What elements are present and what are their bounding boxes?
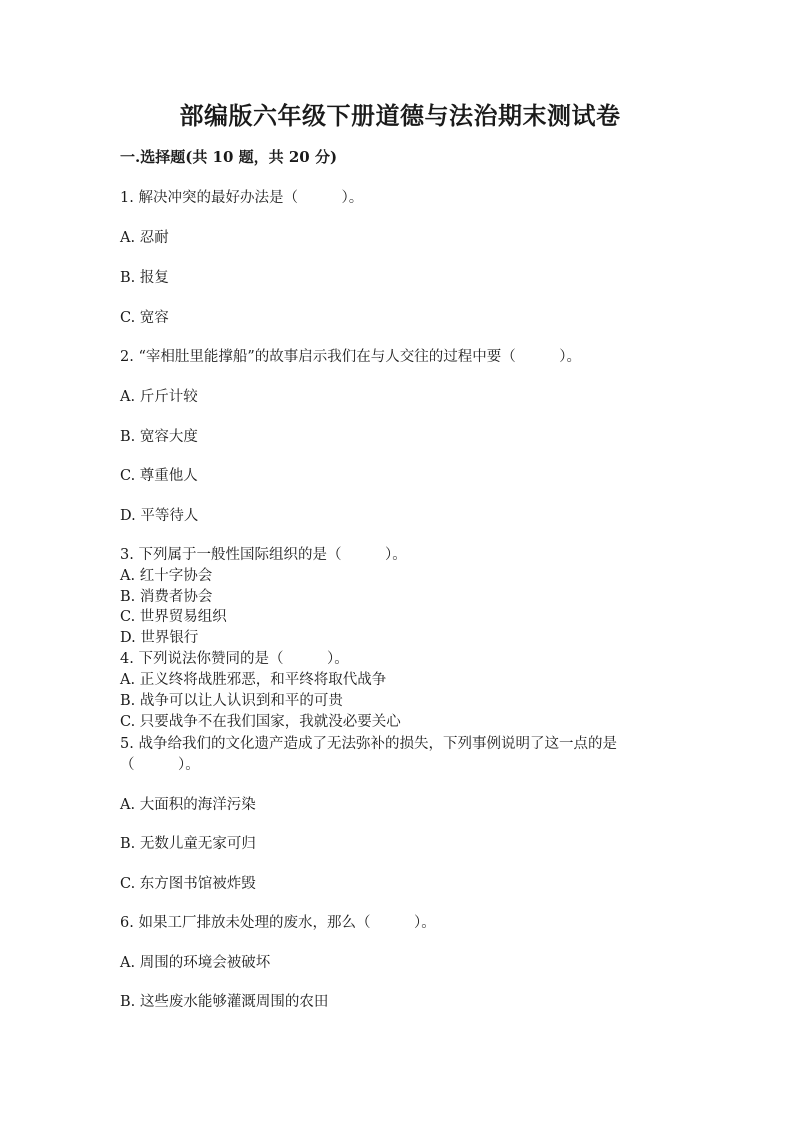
option-4a: A. 正义终将战胜邪恶，和平终将取代战争 bbox=[120, 672, 387, 688]
option-2b: B. 宽容大度 bbox=[120, 429, 198, 445]
question-5-continued: （ ）。 bbox=[120, 757, 200, 773]
option-3d: D. 世界银行 bbox=[120, 630, 199, 646]
question-4: 4. 下列说法你赞同的是（ ）。 bbox=[120, 651, 349, 667]
option-4b: B. 战争可以让人认识到和平的可贵 bbox=[120, 693, 343, 709]
option-2a: A. 斤斤计较 bbox=[120, 389, 198, 405]
section-heading: 一.选择题(共 10 题，共 20 分) bbox=[120, 148, 338, 166]
question-2: 2. “宰相肚里能撑船”的故事启示我们在与人交往的过程中要（ ）。 bbox=[120, 349, 582, 365]
option-1c: C. 宽容 bbox=[120, 310, 169, 326]
page-title: 部编版六年级下册道德与法治期末测试卷 bbox=[179, 101, 621, 130]
option-5b: B. 无数儿童无家可归 bbox=[120, 836, 256, 852]
option-5a: A. 大面积的海洋污染 bbox=[120, 797, 256, 813]
question-3: 3. 下列属于一般性国际组织的是（ ）。 bbox=[120, 547, 407, 563]
option-2d: D. 平等待人 bbox=[120, 508, 199, 524]
option-6a: A. 周围的环境会被破坏 bbox=[120, 955, 271, 971]
question-6: 6. 如果工厂排放未处理的废水，那么（ ）。 bbox=[120, 915, 436, 931]
option-5c: C. 东方图书馆被炸毁 bbox=[120, 876, 256, 892]
option-1a: A. 忍耐 bbox=[120, 230, 169, 246]
option-3c: C. 世界贸易组织 bbox=[120, 609, 227, 625]
option-6b: B. 这些废水能够灌溉周围的农田 bbox=[120, 994, 329, 1010]
option-2c: C. 尊重他人 bbox=[120, 468, 198, 484]
option-3b: B. 消费者协会 bbox=[120, 589, 213, 605]
question-1: 1. 解决冲突的最好办法是（ ）。 bbox=[120, 190, 364, 206]
option-1b: B. 报复 bbox=[120, 270, 169, 286]
option-3a: A. 红十字协会 bbox=[120, 568, 213, 584]
option-4c: C. 只要战争不在我们国家，我就没必要关心 bbox=[120, 714, 401, 730]
question-5: 5. 战争给我们的文化遗产造成了无法弥补的损失，下列事例说明了这一点的是 bbox=[120, 736, 617, 752]
